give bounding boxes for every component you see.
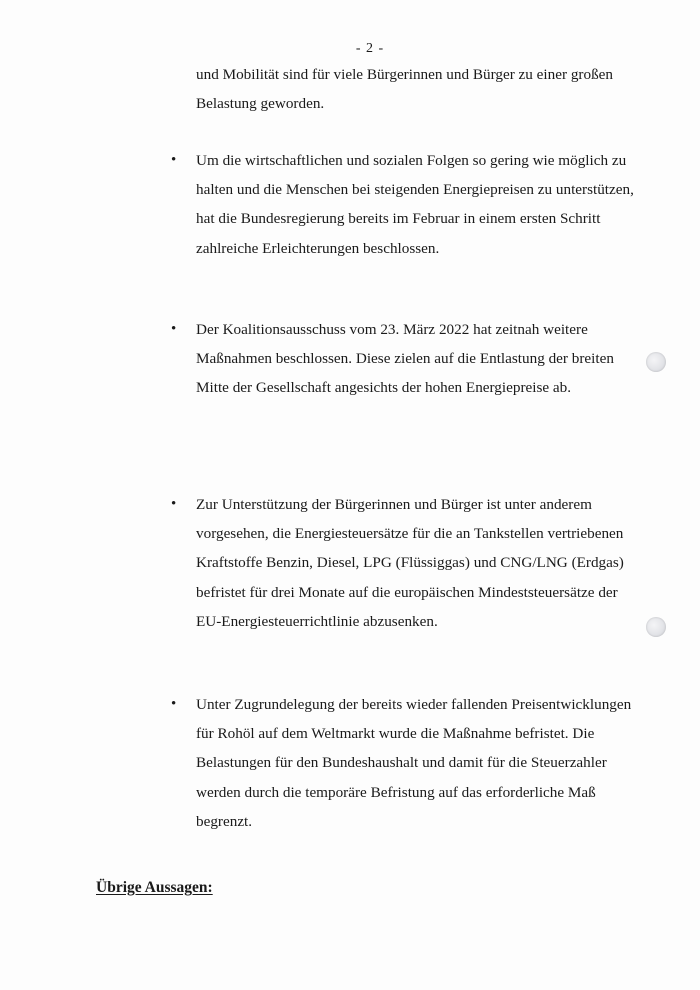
bullet-paragraph-2: Der Koalitionsausschuss vom 23. März 2022 hat zeitnah weitere Maßnahmen beschlossen. Diese zielen auf die Entlastung der breiten Mitte der Gesellschaft angesichts der hohen Energiepreise ab. (196, 321, 614, 397)
page-number: - 2 - (355, 41, 385, 56)
bullet-marker: • (171, 321, 177, 337)
punch-hole-bottom (646, 617, 666, 637)
bullet-marker: • (171, 696, 177, 712)
punch-hole-top (646, 352, 666, 372)
bullet-paragraph-4: Unter Zugrundelegung der bereits wieder fallenden Preisentwicklungen für Rohöl auf dem Weltmarkt wurde die Maßnahme befristet. Die Belastungen für den Bundeshaushalt und damit für die Steuerzahler werden durch die temporäre Befristung auf das erforderliche Maß begrenzt. (196, 696, 632, 830)
bullet-paragraph-1: Um die wirtschaftlichen und sozialen Folgen so gering wie möglich zu halten und die Menschen bei steigenden Energiepreisen zu unterstützen, hat die Bundesregierung bereits im Februar in einem ersten Schritt zahlreiche Erleichterungen beschlossen. (196, 152, 634, 257)
section-heading: Übrige Aussagen: (96, 879, 213, 896)
continuation-paragraph: und Mobilität sind für viele Bürgerinnen und Bürger zu einer großen Belastung geworden. (196, 66, 614, 113)
bullet-marker: • (171, 152, 177, 168)
bullet-paragraph-3: Zur Unterstützung der Bürgerinnen und Bürger ist unter anderem vorgesehen, die Energiesteuersätze für die an Tankstellen vertriebenen Kraftstoffe Benzin, Diesel, LPG (Flüssiggas) und CNG/LNG (Erdgas) befristet für drei Monate auf die europäischen Mindeststeuersätze der EU-Energiesteuerrichtlinie abzusenken. (196, 496, 624, 630)
bullet-marker: • (171, 496, 177, 512)
